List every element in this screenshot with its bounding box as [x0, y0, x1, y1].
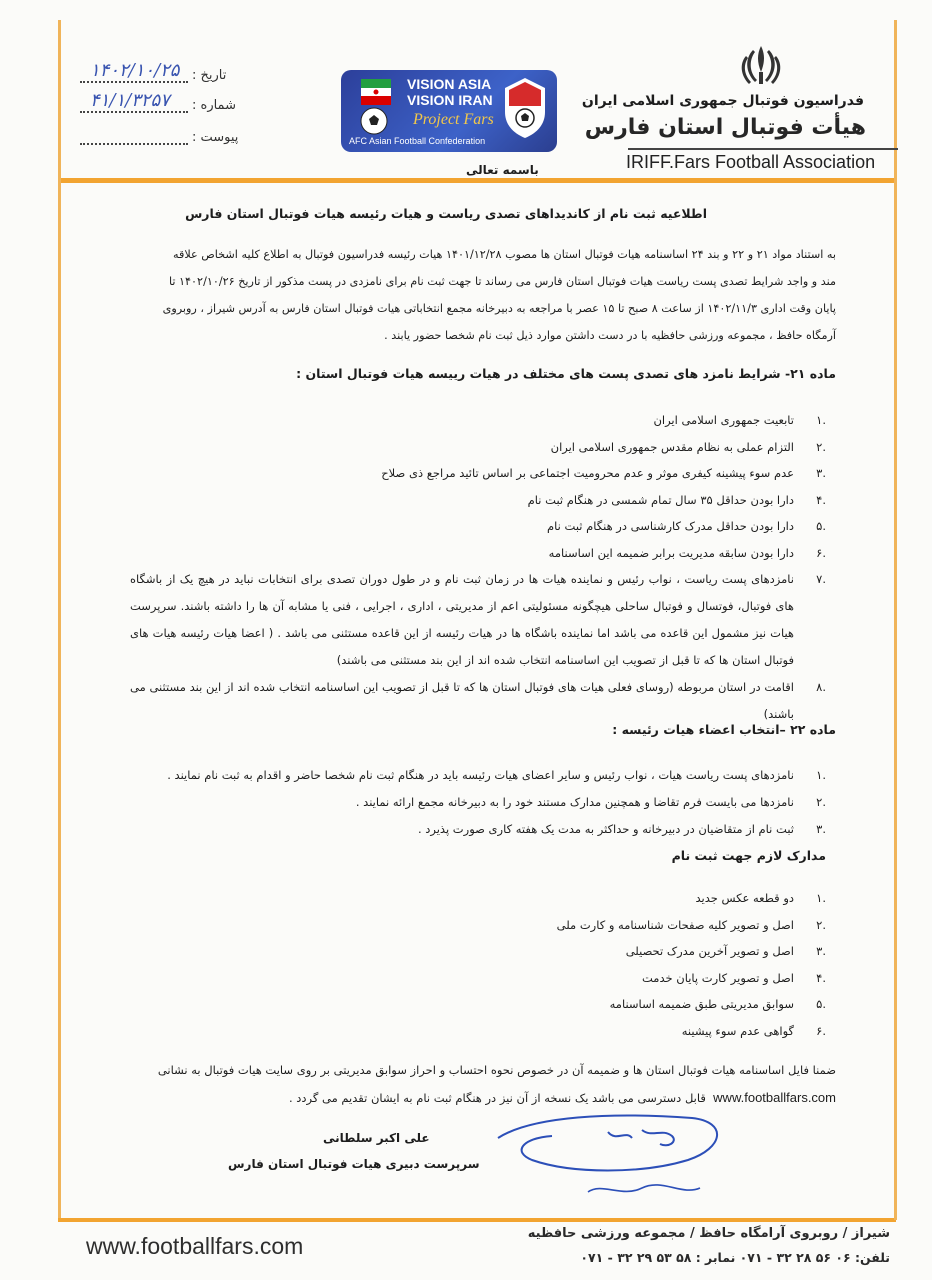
website-link[interactable]: www.footballfars.com — [713, 1090, 836, 1105]
note-line-2: www.footballfars.com قابل دسترسی می باشد یک نسخه از آن نیز در هنگام ثبت نام به ایشان تقدیم می گردد . — [288, 1090, 836, 1105]
intro-line: مند و واجد شرایط تصدی پست ریاست هیات فوتبال استان فارس می رساند تا جهت ثبت نام برای نامزدی در پست مذکور از تاریخ ۱۴۰۲/۱۰/۲۶ تا — [168, 275, 836, 288]
list-item: .۶ گواهی عدم سوء پیشینه — [681, 1023, 826, 1038]
article-22-list — [150, 762, 826, 843]
board-name: هیأت فوتبال استان فارس — [584, 115, 866, 140]
attachment-dots — [80, 131, 188, 145]
vision-asia-logo — [341, 70, 557, 152]
intro-line: پایان وقت اداری ۱۴۰۲/۱۱/۳ از ساعت ۸ صبح تا ۱۵ عصر با مراجعه به دبیرخانه مجمع انتخاباتی هیات فوتبال استان فارس به آدرس شیراز ، روبروی — [162, 302, 836, 315]
footer-phones: تلفن: ۰۶ ۵۶ ۲۸ ۳۲ - ۰۷۱ نمابر : ۵۸ ۵۳ ۲۹ ۳۲ - ۰۷۱ — [580, 1250, 890, 1265]
federation-name: فدراسیون فوتبال جمهوری اسلامی ایران — [581, 93, 864, 109]
list-item: .۱ دو قطعه عکس جدید — [695, 891, 826, 905]
football-icon — [359, 106, 389, 136]
number-label: شماره : — [192, 98, 236, 113]
signatory-title: سرپرست دبیری هیات فوتبال استان فارس — [228, 1157, 480, 1171]
list-item: .۳ اصل و تصویر آخرین مدرک تحصیلی — [625, 944, 826, 958]
documents-heading: مدارک لازم جهت ثبت نام — [671, 848, 826, 863]
article-21-list — [130, 407, 826, 728]
handwritten-signature — [492, 1108, 728, 1208]
footer-address: شیراز / روبروی آرامگاه حافظ / مجموعه ورزشی حافظیه — [527, 1226, 890, 1241]
fars-shield-icon — [501, 76, 549, 140]
footer-website[interactable]: www.footballfars.com — [86, 1233, 304, 1259]
date-label: تاریخ : — [192, 68, 227, 83]
letter-title: اطلاعیه ثبت نام از کاندیداهای تصدی ریاست و هیات رئیسه هیات فوتبال استان فارس — [185, 206, 707, 221]
iran-flag-icon — [361, 79, 391, 105]
article-21-heading: ماده ۲۱- شرایط نامزد های تصدی پست های مختلف در هیات رییسه هیات فوتبال استان : — [296, 366, 836, 381]
logo-text-line2: VISION IRAN — [407, 92, 493, 108]
list-item: .۵ دارا بودن حداقل مدرک کارشناسی در هنگام ثبت نام — [547, 519, 826, 533]
documents-list — [300, 885, 826, 1044]
intro-line: به استناد مواد ۲۱ و ۲۲ و بند ۲۴ اساسنامه هیات فوتبال استان ها مصوب ۱۴۰۱/۱۲/۲۸ هیات رئیسه فدراسیون فوتبال به اطلاع کلیه اشخاص علاقه — [173, 248, 836, 261]
number-field — [80, 90, 236, 113]
logo-text-line3: Project Fars — [413, 111, 494, 128]
closing-note — [132, 1056, 836, 1112]
attachment-field — [80, 130, 238, 145]
greeting-bismillah: باسمه تعالی — [466, 163, 539, 177]
list-item: .۴ اصل و تصویر کارت پایان خدمت — [642, 970, 826, 985]
frame-bottom-line — [58, 1218, 896, 1222]
list-item: .۱ تابعیت جمهوری اسلامی ایران — [653, 413, 826, 427]
list-item: .۱ نامزدهای پست ریاست هیات ، نواب رئیس و سایر اعضای هیات رئیسه باید در هنگام ثبت نام شخصا حاضر و اقدام به ثبت نام نمایند . — [167, 768, 826, 782]
frame-left-line — [58, 20, 61, 1220]
number-value: ۴۱/۱/۳۲۵۷ — [90, 90, 170, 111]
list-item: .۲ التزام عملی به نظام مقدس جمهوری اسلامی ایران — [550, 439, 826, 454]
list-item: .۷ نامزدهای پست ریاست ، نواب رئیس و نماینده هیات ها در زمان ثبت نام و در طول دوران تصدی برای انتخابات نباید در هیچ یک از باشگاه های فوتبال، فوتسال و فوتبال ساحلی هیچگونه مسئولیتی اعم از مدیریتی ، اداری ، اجرایی ، فنی یا مشابه آن ها را داشته باشند. سرپرست هیات نیز مشمول این قاعده می باشد اما نماینده باشگاه ها در هیات رئیسه از این قاعده مستثنی می باشد . ( اعضا هیات رئیسه هیات های فوتبال استان ها که تا قبل از تصویب این اساسنامه انتخاب شده اند از این بند مستثنی می باشند) — [130, 572, 826, 667]
article-22-heading: ماده ۲۲ –انتخاب اعضاء هیات رئیسه : — [612, 722, 836, 737]
logo-text-line1: VISION ASIA — [407, 76, 492, 92]
list-item: .۳ عدم سوء پیشینه کیفری موثر و عدم محرومیت اجتماعی بر اساس تائید مراجع ذی صلاح — [381, 466, 826, 480]
association-latin-name: IRIFF.Fars Football Association — [626, 152, 876, 172]
iran-emblem-icon — [733, 42, 789, 90]
logo-text-line4: AFC Asian Football Confederation — [349, 136, 486, 146]
list-item: .۶ دارا بودن سابقه مدیریت برابر ضمیمه این اساسنامه — [548, 545, 826, 560]
frame-top-line — [58, 178, 896, 183]
attachment-label: پیوست : — [192, 130, 239, 145]
date-value: ۱۴۰۲/۱۰/۲۵ — [90, 60, 180, 81]
header-divider — [628, 148, 898, 150]
date-field — [80, 60, 227, 83]
list-item: .۲ اصل و تصویر کلیه صفحات شناسنامه و کارت ملی — [556, 917, 826, 932]
list-item: .۳ ثبت نام از متقاضیان در دبیرخانه و حداکثر به مدت یک هفته کاری صورت پذیرد . — [417, 822, 826, 836]
list-item: .۵ سوابق مدیریتی طبق ضمیمه اساسنامه — [609, 997, 826, 1011]
intro-line: آرمگاه حافظ ، مجموعه ورزشی حافظیه با در دست داشتن موارد ذیل ثبت نام شخصا حضور یابند . — [384, 329, 836, 342]
intro-paragraph — [132, 241, 836, 349]
note-line-1: ضمنا فایل اساسنامه هیات فوتبال استان ها و ضمیمه آن در خصوص نحوه احتساب و احراز سوابق مدیریتی بر روی سایت هیات فوتبال به نشانی — [157, 1063, 836, 1077]
signatory-name: علی اکبر سلطانی — [323, 1131, 430, 1145]
list-item: .۲ نامزدها می بایست فرم تقاضا و همچنین مدارک مستند خود را به دبیرخانه مجمع ارائه نمایند . — [355, 795, 826, 809]
list-item: .۸ اقامت در استان مربوطه (روسای فعلی هیات های فوتبال استان ها که تا قبل از تصویب این اساسنامه انتخاب شده اند از این بند مستثنی می باشند) — [130, 680, 826, 721]
list-item: .۴ دارا بودن حداقل ۳۵ سال تمام شمسی در هنگام ثبت نام — [527, 492, 826, 507]
frame-right-line — [894, 20, 897, 1220]
